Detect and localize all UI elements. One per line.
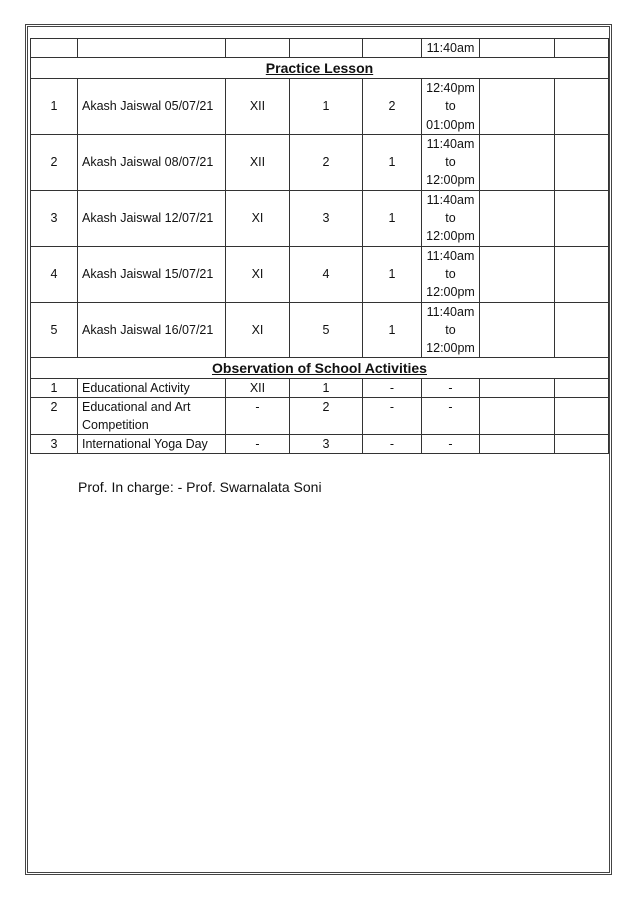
time-to: to — [445, 322, 456, 337]
time-end: 12:00pm — [426, 229, 475, 244]
row-name: Akash Jaiswal 05/07/21 — [78, 79, 226, 135]
row-lesson: 5 — [290, 302, 363, 358]
time-to: to — [445, 99, 456, 114]
row-time — [422, 79, 480, 135]
time-start: 11:40am — [426, 248, 475, 263]
row-period: 1 — [363, 246, 422, 302]
time-start: 11:40am — [426, 304, 475, 319]
row-name: Akash Jaiswal 12/07/21 — [78, 190, 226, 246]
section-header-row — [31, 58, 609, 79]
time-to: to — [445, 211, 456, 226]
table-row — [31, 435, 609, 454]
table-row — [31, 190, 609, 246]
row-name: Akash Jaiswal 08/07/21 — [78, 134, 226, 190]
row-class: XI — [226, 302, 290, 358]
row-period: 2 — [363, 79, 422, 135]
row-lesson: 4 — [290, 246, 363, 302]
row-lesson: 3 — [290, 435, 363, 454]
row-number: 1 — [31, 379, 78, 398]
row-period: 1 — [363, 190, 422, 246]
table-row — [31, 398, 609, 435]
time-end: 01:00pm — [426, 117, 475, 132]
observation-title: Observation of School Activities — [31, 358, 609, 379]
row-lesson: 1 — [290, 379, 363, 398]
row-time — [422, 134, 480, 190]
practice-lesson-title: Practice Lesson — [31, 58, 609, 79]
time-end: 12:00pm — [426, 341, 475, 356]
row-number: 2 — [31, 398, 78, 435]
row-class: XII — [226, 79, 290, 135]
time-start: 12:40pm — [426, 81, 475, 95]
table-row — [31, 39, 609, 58]
row-name: Akash Jaiswal 15/07/21 — [78, 246, 226, 302]
row-time: - — [422, 398, 480, 435]
row-class: - — [226, 398, 290, 435]
time-end: 12:00pm — [426, 173, 475, 188]
prof-in-charge: Prof. In charge: - Prof. Swarnalata Soni — [78, 479, 322, 495]
row-name: International Yoga Day — [78, 435, 226, 454]
row-name-line1: Educational and Art — [82, 400, 191, 415]
time-start: 11:40am — [426, 192, 475, 207]
row-period: - — [363, 398, 422, 435]
time-start: 11:40am — [426, 136, 475, 151]
row-number: 4 — [31, 246, 78, 302]
row-time: - — [422, 379, 480, 398]
row-name: Educational Activity — [78, 379, 226, 398]
row-class: XII — [226, 379, 290, 398]
time-cell: 11:40am — [422, 39, 480, 58]
row-lesson: 2 — [290, 134, 363, 190]
row-time — [422, 190, 480, 246]
row-number: 5 — [31, 302, 78, 358]
row-lesson: 2 — [290, 398, 363, 435]
row-period: 1 — [363, 302, 422, 358]
row-time — [422, 246, 480, 302]
row-class: XI — [226, 190, 290, 246]
row-period: - — [363, 379, 422, 398]
row-name: Akash Jaiswal 16/07/21 — [78, 302, 226, 358]
row-number: 3 — [31, 435, 78, 454]
row-lesson: 1 — [290, 79, 363, 135]
row-period: 1 — [363, 134, 422, 190]
table-row — [31, 302, 609, 358]
table-row — [31, 379, 609, 398]
time-end: 12:00pm — [426, 285, 475, 300]
time-to: to — [445, 266, 456, 281]
row-name — [78, 398, 226, 435]
row-number: 1 — [31, 79, 78, 135]
row-period: - — [363, 435, 422, 454]
section-header-row — [31, 358, 609, 379]
row-time: - — [422, 435, 480, 454]
row-class: XII — [226, 134, 290, 190]
table-row — [31, 134, 609, 190]
row-lesson: 3 — [290, 190, 363, 246]
row-number: 2 — [31, 134, 78, 190]
time-to: to — [445, 155, 456, 170]
row-class: XI — [226, 246, 290, 302]
schedule-table — [30, 38, 609, 454]
row-class: - — [226, 435, 290, 454]
row-name-line2: Competition — [82, 418, 149, 433]
row-number: 3 — [31, 190, 78, 246]
table-row — [31, 79, 609, 135]
row-time — [422, 302, 480, 358]
table-row — [31, 246, 609, 302]
